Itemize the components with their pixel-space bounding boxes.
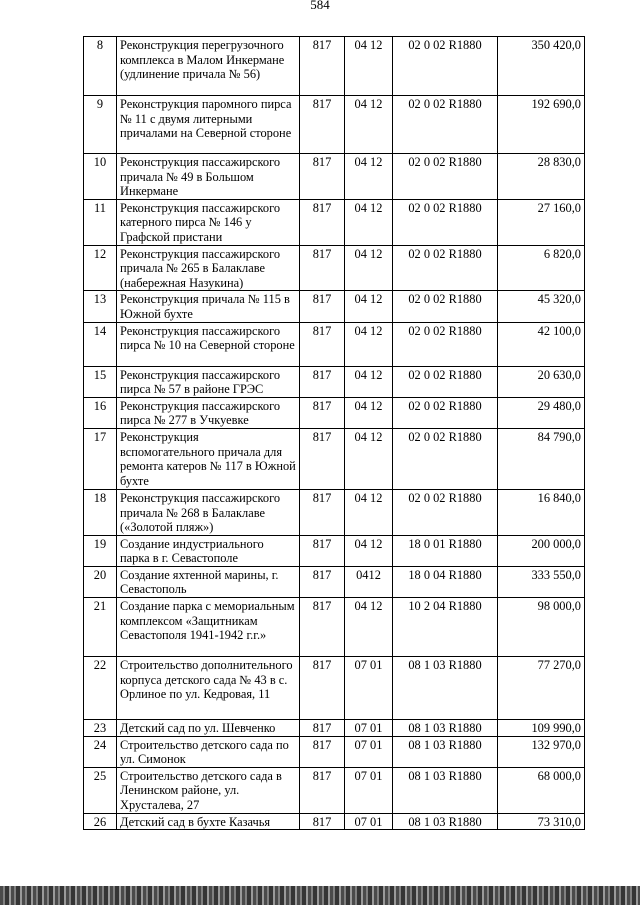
grbs-code-cell: 817 [300, 428, 345, 489]
target-article-cell: 08 1 03 R1880 [393, 813, 498, 830]
amount-cell: 98 000,0 [498, 598, 585, 657]
grbs-code-cell: 817 [300, 322, 345, 366]
target-article-cell: 02 0 02 R1880 [393, 322, 498, 366]
target-article-cell: 02 0 02 R1880 [393, 489, 498, 535]
row-number-cell: 20 [84, 566, 117, 597]
amount-cell: 20 630,0 [498, 366, 585, 397]
target-article-cell: 18 0 04 R1880 [393, 566, 498, 597]
grbs-code-cell: 817 [300, 397, 345, 428]
grbs-code-cell: 817 [300, 96, 345, 154]
amount-cell: 192 690,0 [498, 96, 585, 154]
grbs-code-cell: 817 [300, 566, 345, 597]
object-name-cell: Создание индустриального парка в г. Севастополе [117, 535, 300, 566]
target-article-cell: 02 0 02 R1880 [393, 428, 498, 489]
budget-table [83, 36, 585, 830]
table-body [84, 37, 585, 830]
table-row [84, 96, 585, 154]
page-number: 584 [310, 0, 330, 12]
object-name-cell: Реконструкция пассажирского пирса № 10 на Северной стороне [117, 322, 300, 366]
table-row [84, 566, 585, 597]
section-code-cell: 04 12 [345, 291, 393, 322]
section-code-cell: 04 12 [345, 598, 393, 657]
amount-cell: 109 990,0 [498, 720, 585, 737]
amount-cell: 350 420,0 [498, 37, 585, 96]
grbs-code-cell: 817 [300, 813, 345, 830]
table-row [84, 397, 585, 428]
table-row [84, 813, 585, 830]
section-code-cell: 04 12 [345, 397, 393, 428]
target-article-cell: 02 0 02 R1880 [393, 96, 498, 154]
section-code-cell: 04 12 [345, 199, 393, 245]
row-number-cell: 25 [84, 767, 117, 813]
table-row [84, 736, 585, 767]
target-article-cell: 08 1 03 R1880 [393, 767, 498, 813]
amount-cell: 6 820,0 [498, 245, 585, 291]
grbs-code-cell: 817 [300, 736, 345, 767]
amount-cell: 68 000,0 [498, 767, 585, 813]
grbs-code-cell: 817 [300, 767, 345, 813]
object-name-cell: Реконструкция пассажирского причала № 49 в Большом Инкермане [117, 154, 300, 200]
row-number-cell: 22 [84, 657, 117, 720]
object-name-cell: Строительство детского сада по ул. Симонок [117, 736, 300, 767]
row-number-cell: 8 [84, 37, 117, 96]
object-name-cell: Реконструкция вспомогательного причала для ремонта катеров № 117 в Южной бухте [117, 428, 300, 489]
row-number-cell: 14 [84, 322, 117, 366]
object-name-cell: Реконструкция причала № 115 в Южной бухте [117, 291, 300, 322]
target-article-cell: 08 1 03 R1880 [393, 657, 498, 720]
table-row [84, 37, 585, 96]
amount-cell: 27 160,0 [498, 199, 585, 245]
grbs-code-cell: 817 [300, 199, 345, 245]
amount-cell: 132 970,0 [498, 736, 585, 767]
target-article-cell: 18 0 01 R1880 [393, 535, 498, 566]
scan-edge-artifact [0, 886, 640, 905]
section-code-cell: 0412 [345, 566, 393, 597]
table-row [84, 245, 585, 291]
table-row [84, 720, 585, 737]
object-name-cell: Реконструкция паромного пирса № 11 с двумя литерными причалами на Северной стороне [117, 96, 300, 154]
row-number-cell: 9 [84, 96, 117, 154]
section-code-cell: 07 01 [345, 813, 393, 830]
object-name-cell: Реконструкция пассажирского пирса № 277 в Учкуевке [117, 397, 300, 428]
row-number-cell: 24 [84, 736, 117, 767]
section-code-cell: 04 12 [345, 96, 393, 154]
amount-cell: 42 100,0 [498, 322, 585, 366]
target-article-cell: 02 0 02 R1880 [393, 245, 498, 291]
target-article-cell: 02 0 02 R1880 [393, 37, 498, 96]
target-article-cell: 08 1 03 R1880 [393, 720, 498, 737]
row-number-cell: 12 [84, 245, 117, 291]
object-name-cell: Реконструкция пассажирского катерного пирса № 146 у Графской пристани [117, 199, 300, 245]
table-row [84, 535, 585, 566]
object-name-cell: Реконструкция пассажирского причала № 265 в Балаклаве (набережная Назукина) [117, 245, 300, 291]
object-name-cell: Детский сад по ул. Шевченко [117, 720, 300, 737]
table-row [84, 598, 585, 657]
grbs-code-cell: 817 [300, 598, 345, 657]
section-code-cell: 04 12 [345, 535, 393, 566]
object-name-cell: Создание яхтенной марины, г. Севастополь [117, 566, 300, 597]
row-number-cell: 13 [84, 291, 117, 322]
section-code-cell: 04 12 [345, 154, 393, 200]
section-code-cell: 04 12 [345, 322, 393, 366]
section-code-cell: 04 12 [345, 245, 393, 291]
row-number-cell: 23 [84, 720, 117, 737]
grbs-code-cell: 817 [300, 489, 345, 535]
target-article-cell: 02 0 02 R1880 [393, 291, 498, 322]
row-number-cell: 18 [84, 489, 117, 535]
row-number-cell: 17 [84, 428, 117, 489]
object-name-cell: Строительство дополнительного корпуса детского сада № 43 в с. Орлиное по ул. Кедровая, 11 [117, 657, 300, 720]
section-code-cell: 04 12 [345, 489, 393, 535]
object-name-cell: Строительство детского сада в Ленинском районе, ул. Хрусталева, 27 [117, 767, 300, 813]
row-number-cell: 10 [84, 154, 117, 200]
target-article-cell: 02 0 02 R1880 [393, 366, 498, 397]
row-number-cell: 15 [84, 366, 117, 397]
row-number-cell: 11 [84, 199, 117, 245]
grbs-code-cell: 817 [300, 535, 345, 566]
object-name-cell: Реконструкция пассажирского причала № 268 в Балаклаве («Золотой пляж») [117, 489, 300, 535]
object-name-cell: Создание парка с мемориальным комплексом «Защитникам Севастополя 1941-1942 г.г.» [117, 598, 300, 657]
grbs-code-cell: 817 [300, 291, 345, 322]
target-article-cell: 08 1 03 R1880 [393, 736, 498, 767]
object-name-cell: Реконструкция пассажирского пирса № 57 в районе ГРЭС [117, 366, 300, 397]
grbs-code-cell: 817 [300, 657, 345, 720]
grbs-code-cell: 817 [300, 366, 345, 397]
section-code-cell: 07 01 [345, 657, 393, 720]
section-code-cell: 04 12 [345, 366, 393, 397]
table-row [84, 154, 585, 200]
target-article-cell: 02 0 02 R1880 [393, 154, 498, 200]
section-code-cell: 07 01 [345, 720, 393, 737]
row-number-cell: 16 [84, 397, 117, 428]
grbs-code-cell: 817 [300, 37, 345, 96]
amount-cell: 333 550,0 [498, 566, 585, 597]
section-code-cell: 04 12 [345, 37, 393, 96]
table-row [84, 428, 585, 489]
row-number-cell: 19 [84, 535, 117, 566]
table-row [84, 366, 585, 397]
table-row [84, 767, 585, 813]
target-article-cell: 02 0 02 R1880 [393, 199, 498, 245]
amount-cell: 73 310,0 [498, 813, 585, 830]
amount-cell: 28 830,0 [498, 154, 585, 200]
target-article-cell: 10 2 04 R1880 [393, 598, 498, 657]
section-code-cell: 07 01 [345, 767, 393, 813]
target-article-cell: 02 0 02 R1880 [393, 397, 498, 428]
amount-cell: 77 270,0 [498, 657, 585, 720]
amount-cell: 16 840,0 [498, 489, 585, 535]
table-row [84, 489, 585, 535]
grbs-code-cell: 817 [300, 154, 345, 200]
object-name-cell: Детский сад в бухте Казачья [117, 813, 300, 830]
amount-cell: 45 320,0 [498, 291, 585, 322]
grbs-code-cell: 817 [300, 720, 345, 737]
amount-cell: 84 790,0 [498, 428, 585, 489]
table-row [84, 657, 585, 720]
row-number-cell: 21 [84, 598, 117, 657]
table-row [84, 199, 585, 245]
grbs-code-cell: 817 [300, 245, 345, 291]
table-row [84, 322, 585, 366]
section-code-cell: 04 12 [345, 428, 393, 489]
object-name-cell: Реконструкция перегрузочного комплекса в Малом Инкермане (удлинение причала № 56) [117, 37, 300, 96]
table-row [84, 291, 585, 322]
section-code-cell: 07 01 [345, 736, 393, 767]
amount-cell: 200 000,0 [498, 535, 585, 566]
amount-cell: 29 480,0 [498, 397, 585, 428]
row-number-cell: 26 [84, 813, 117, 830]
